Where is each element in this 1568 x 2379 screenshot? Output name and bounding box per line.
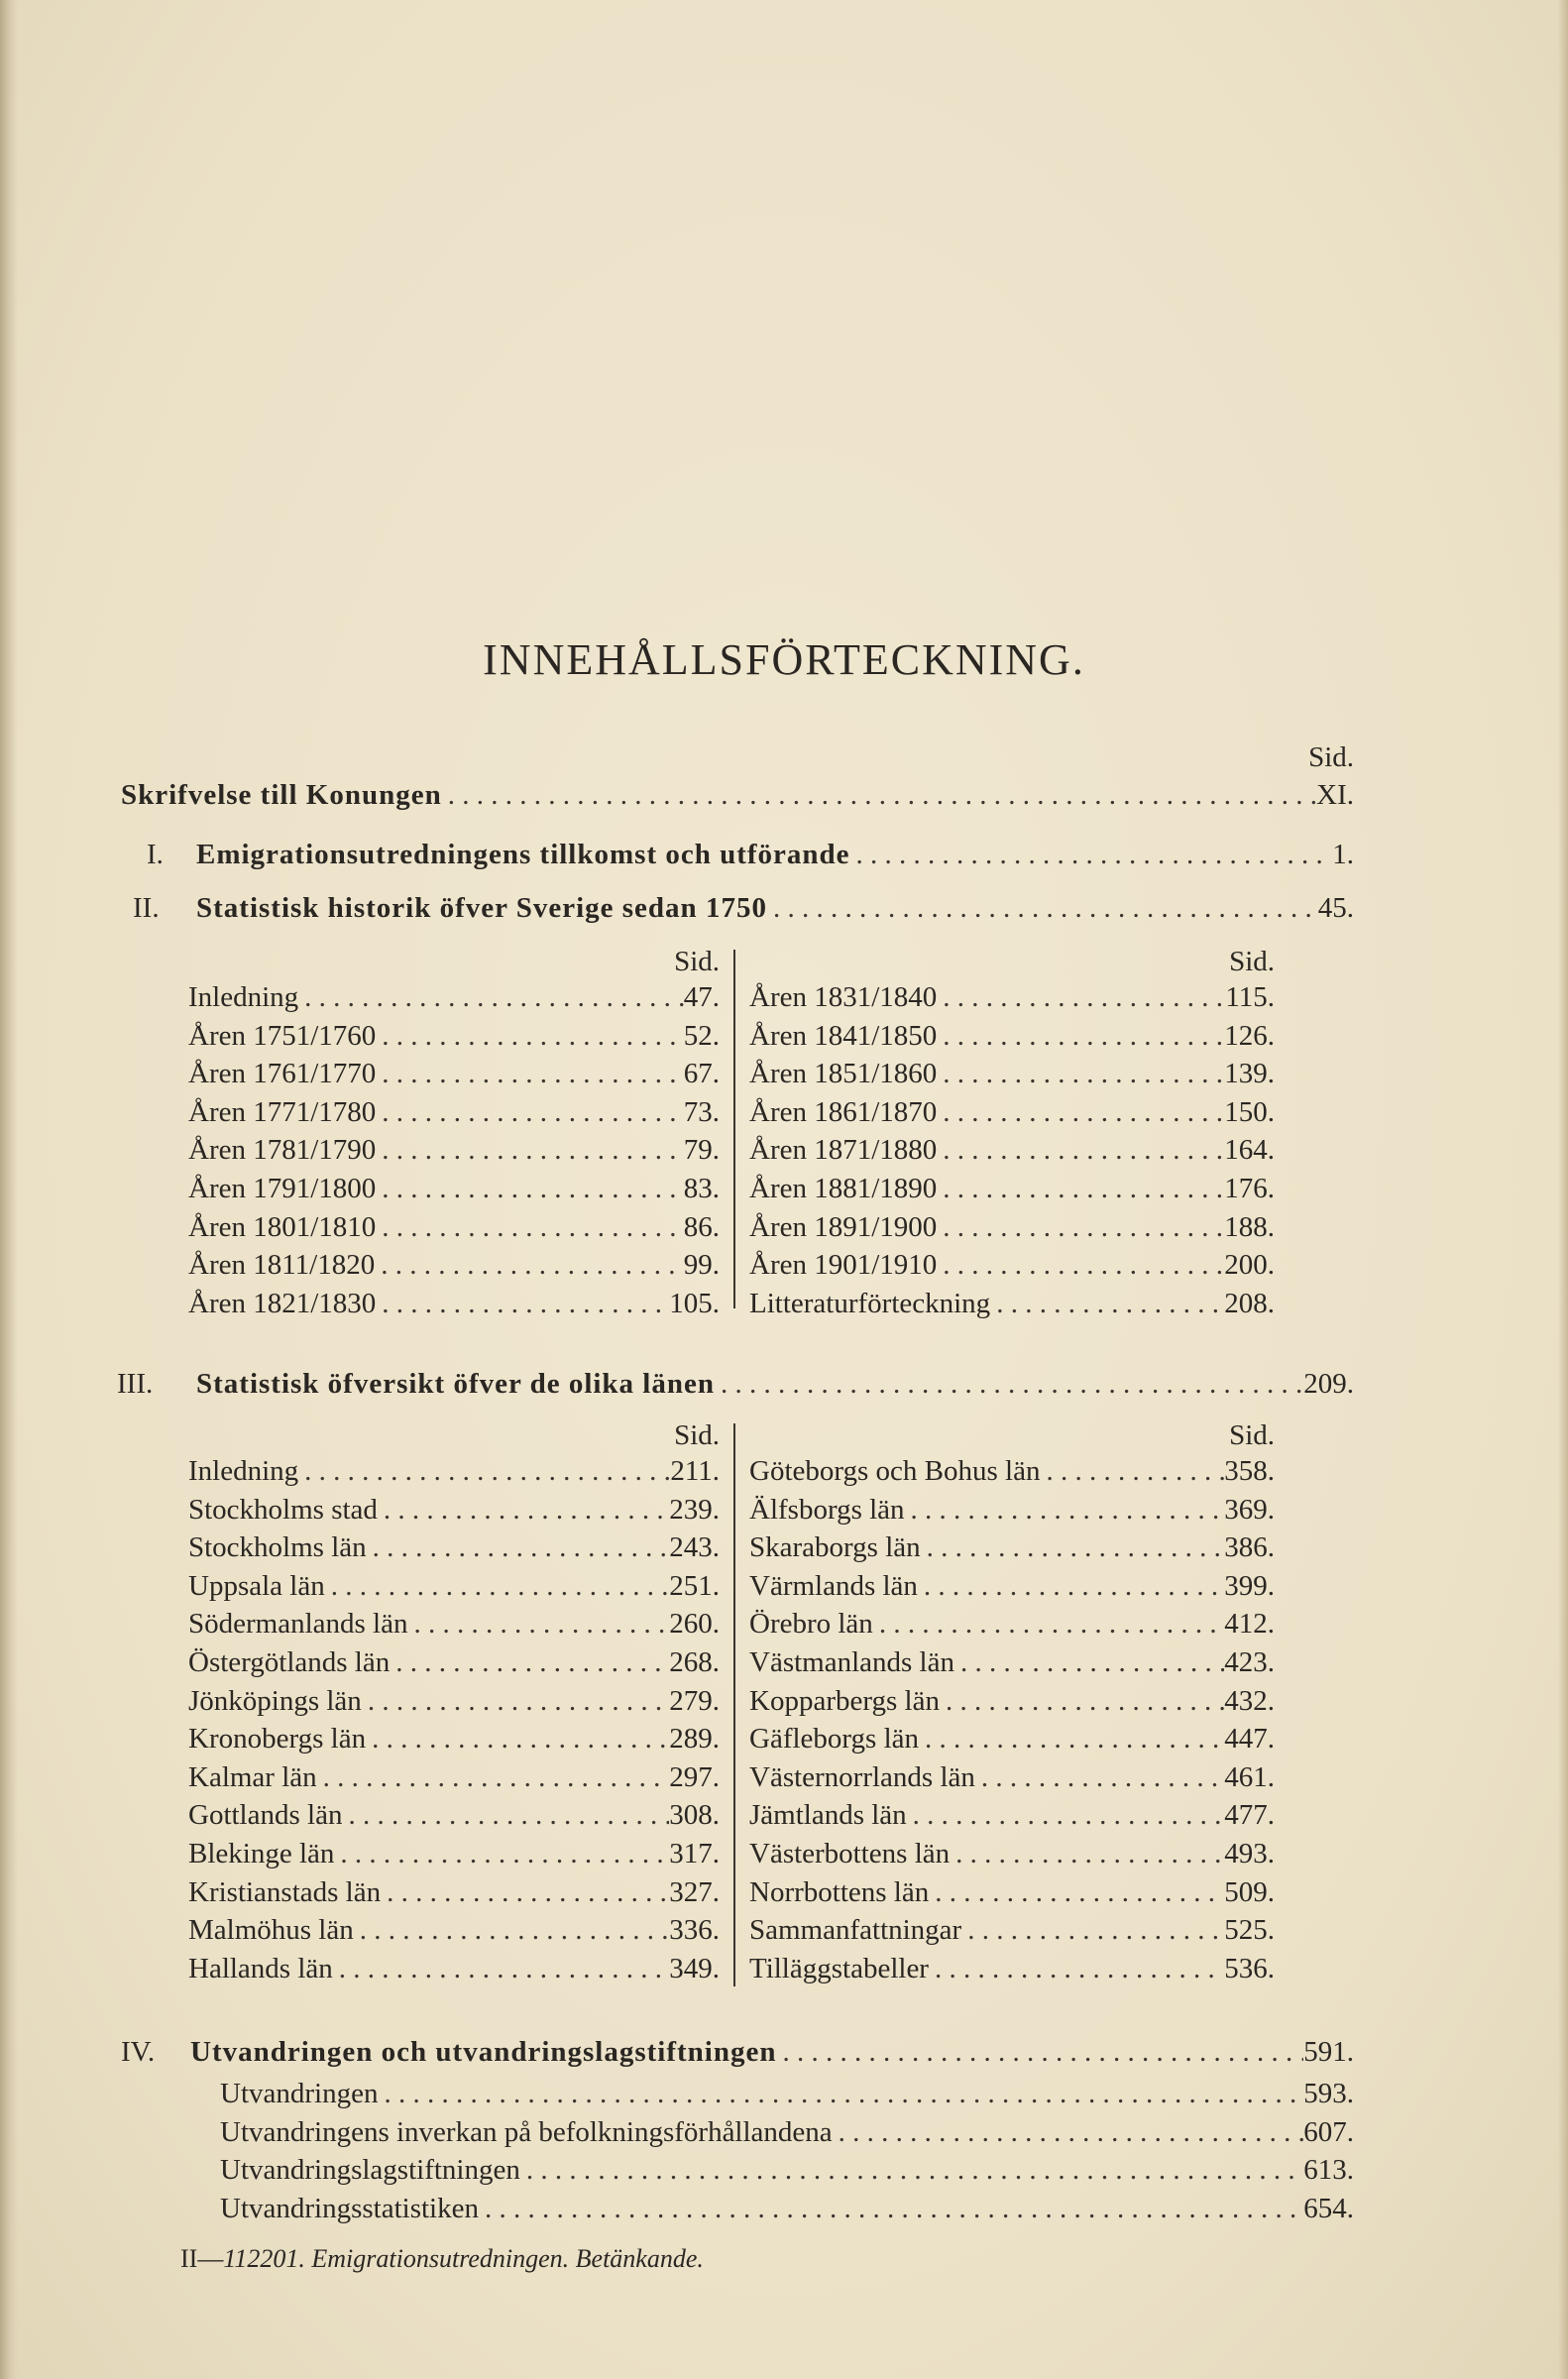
toc-entry-label: Åren 1841/1850 bbox=[749, 1019, 938, 1052]
leader-dots bbox=[317, 1761, 670, 1794]
footer-text: 112201. Emigrationsutredningen. Betänkande. bbox=[223, 2244, 704, 2273]
leader-dots bbox=[937, 981, 1225, 1014]
toc-entry-label: Statistisk öfversikt öfver de olika länen bbox=[196, 1368, 715, 1400]
toc-sub-entry[interactable] bbox=[188, 1134, 720, 1167]
toc-entry-page: 73. bbox=[683, 1095, 720, 1128]
toc-entry-label: Utvandringen bbox=[220, 2078, 379, 2109]
toc-entry-page: 654. bbox=[1303, 2192, 1354, 2224]
sid-header-s3-left: Sid. bbox=[674, 1419, 720, 1451]
toc-entry-page: 208. bbox=[1224, 1287, 1275, 1319]
leader-dots bbox=[918, 1570, 1224, 1603]
toc-entry-label: Gäfleborgs län bbox=[749, 1723, 919, 1756]
sid-header-s2-right: Sid. bbox=[1229, 946, 1275, 977]
leader-dots bbox=[367, 1531, 670, 1564]
toc-sub-entry[interactable] bbox=[188, 1249, 720, 1282]
toc-entry-page: 593. bbox=[1303, 2078, 1354, 2109]
toc-sub-entry[interactable] bbox=[749, 1531, 1275, 1564]
toc-entry-label: Hallands län bbox=[188, 1952, 333, 1984]
toc-entry-label: Tilläggstabeller bbox=[749, 1952, 929, 1984]
toc-entry-label: Åren 1781/1790 bbox=[188, 1134, 377, 1167]
toc-entry-label: Åren 1891/1900 bbox=[749, 1210, 938, 1243]
roman-numeral-ii: II. bbox=[133, 892, 160, 924]
toc-entry-label: Åren 1761/1770 bbox=[188, 1058, 377, 1090]
leader-dots bbox=[520, 2154, 1303, 2187]
toc-sub-entry[interactable] bbox=[749, 1249, 1275, 1282]
toc-sub-entry[interactable] bbox=[749, 1020, 1275, 1053]
toc-sub-entry[interactable] bbox=[749, 1838, 1275, 1870]
toc-sub-entry[interactable] bbox=[188, 1020, 720, 1053]
page-edge-left bbox=[0, 0, 18, 2379]
leader-dots bbox=[375, 1249, 684, 1282]
toc-entry-page: 150. bbox=[1224, 1095, 1275, 1128]
toc-sub-entry[interactable] bbox=[749, 981, 1275, 1014]
leader-dots bbox=[376, 1288, 669, 1320]
toc-entry-page: 591. bbox=[1303, 2036, 1354, 2068]
toc-entry-label: Uppsala län bbox=[188, 1569, 325, 1602]
toc-entry-page: 83. bbox=[683, 1173, 720, 1204]
leader-dots bbox=[975, 1761, 1224, 1794]
leader-dots bbox=[937, 1096, 1224, 1129]
toc-entry-label: Kristianstads län bbox=[188, 1875, 382, 1908]
toc-entry-label: Västerbottens län bbox=[749, 1838, 951, 1869]
toc-entry-label: Jämtlands län bbox=[749, 1799, 907, 1832]
toc-sub-entry[interactable] bbox=[749, 1876, 1275, 1909]
leader-dots bbox=[940, 1685, 1224, 1718]
leader-dots bbox=[937, 1134, 1224, 1167]
toc-entry-page: 327. bbox=[669, 1875, 720, 1908]
toc-sub-entry[interactable] bbox=[749, 1761, 1275, 1794]
toc-entry-page: 260. bbox=[669, 1608, 720, 1641]
toc-entry-label: Utvandringslagstiftningen bbox=[220, 2154, 520, 2186]
toc-entry-page: XI. bbox=[1316, 779, 1354, 811]
toc-entry-page: 126. bbox=[1224, 1019, 1275, 1052]
leader-dots bbox=[954, 1646, 1224, 1679]
leader-dots bbox=[378, 1494, 669, 1527]
toc-sub-entry[interactable] bbox=[188, 1646, 720, 1679]
toc-entry-page: 1. bbox=[1332, 839, 1354, 870]
toc-entry-page: 317. bbox=[669, 1838, 720, 1869]
leader-dots bbox=[905, 1494, 1225, 1527]
leader-dots bbox=[298, 1455, 670, 1488]
toc-entry-label: Stockholms stad bbox=[188, 1493, 378, 1526]
toc-entry-label: Åren 1801/1810 bbox=[188, 1210, 377, 1243]
toc-entry-label: Malmöhus län bbox=[188, 1914, 354, 1947]
toc-sub-entry[interactable] bbox=[749, 1288, 1275, 1320]
toc-sub-entry[interactable] bbox=[188, 1799, 720, 1832]
toc-entry-page: 525. bbox=[1224, 1914, 1275, 1947]
toc-entry-page: 67. bbox=[683, 1058, 720, 1090]
toc-entry-page: 99. bbox=[683, 1249, 720, 1282]
leader-dots bbox=[907, 1799, 1225, 1832]
toc-sub-entry[interactable] bbox=[749, 1914, 1275, 1947]
sid-header-s2-left: Sid. bbox=[674, 946, 720, 977]
toc-entry-page: 536. bbox=[1224, 1952, 1275, 1984]
toc-sub-entry[interactable] bbox=[188, 1288, 720, 1320]
toc-entry-label: Göteborgs och Bohus län bbox=[749, 1455, 1041, 1487]
toc-sub-entry[interactable] bbox=[220, 2116, 1354, 2149]
column-divider-s2 bbox=[733, 950, 735, 1308]
toc-entry-chapter-ii[interactable] bbox=[196, 892, 1354, 925]
toc-sub-entry[interactable] bbox=[188, 1455, 720, 1488]
leader-dots bbox=[366, 1723, 669, 1756]
toc-entry-page: 211. bbox=[670, 1455, 720, 1487]
leader-dots bbox=[479, 2193, 1303, 2225]
toc-sub-entry[interactable] bbox=[749, 1723, 1275, 1756]
toc-sub-entry[interactable] bbox=[220, 2154, 1354, 2187]
toc-entry-label: Åren 1881/1890 bbox=[749, 1173, 938, 1204]
toc-sub-entry[interactable] bbox=[188, 1531, 720, 1564]
toc-entry-label: Statistisk historik öfver Sverige sedan 1750 bbox=[196, 892, 767, 924]
toc-entry-label: Östergötlands län bbox=[188, 1646, 391, 1678]
leader-dots bbox=[1040, 1455, 1224, 1488]
toc-entry-label: Örebro län bbox=[749, 1608, 873, 1641]
toc-entry-page: 45. bbox=[1317, 892, 1354, 924]
leader-dots bbox=[376, 1211, 683, 1244]
leader-dots bbox=[325, 1570, 670, 1603]
toc-entry-page: 386. bbox=[1224, 1531, 1275, 1564]
toc-entry-page: 349. bbox=[669, 1952, 720, 1984]
toc-entry-label: Åren 1771/1780 bbox=[188, 1095, 377, 1128]
leader-dots bbox=[961, 1914, 1224, 1947]
toc-entry-label: Värmlands län bbox=[749, 1569, 918, 1602]
toc-entry-label: Södermanlands län bbox=[188, 1608, 408, 1641]
toc-sub-entry[interactable] bbox=[188, 1685, 720, 1718]
toc-sub-entry[interactable] bbox=[188, 1723, 720, 1756]
toc-sub-entry[interactable] bbox=[749, 1096, 1275, 1129]
toc-sub-entry[interactable] bbox=[749, 1646, 1275, 1679]
toc-entry-label: Åren 1861/1870 bbox=[749, 1095, 938, 1128]
toc-entry-page: 432. bbox=[1224, 1684, 1275, 1717]
leader-dots bbox=[767, 892, 1318, 925]
leader-dots bbox=[298, 981, 684, 1014]
toc-entry-label: Älfsborgs län bbox=[749, 1493, 905, 1526]
toc-sub-entry[interactable] bbox=[749, 1134, 1275, 1167]
toc-entry-page: 297. bbox=[669, 1760, 720, 1793]
leader-dots bbox=[873, 1608, 1224, 1641]
toc-sub-entry[interactable] bbox=[749, 1953, 1275, 1985]
toc-entry-page: 358. bbox=[1224, 1455, 1275, 1487]
toc-entry-chapter-iii[interactable] bbox=[196, 1368, 1354, 1401]
toc-entry-label: Utvandringsstatistiken bbox=[220, 2192, 479, 2224]
leader-dots bbox=[390, 1646, 669, 1679]
toc-entry-page: 139. bbox=[1224, 1058, 1275, 1090]
toc-sub-entry[interactable] bbox=[749, 1570, 1275, 1603]
column-divider-s3 bbox=[733, 1423, 735, 1986]
toc-sub-entry[interactable] bbox=[749, 1058, 1275, 1090]
toc-sub-entry[interactable] bbox=[749, 1494, 1275, 1527]
toc-entry-label: Skaraborgs län bbox=[749, 1531, 921, 1564]
toc-entry-page: 399. bbox=[1224, 1569, 1275, 1602]
leader-dots bbox=[937, 1173, 1224, 1205]
toc-sub-entry[interactable] bbox=[188, 1570, 720, 1603]
footer-prefix: II— bbox=[180, 2244, 224, 2273]
toc-entry-label: Åren 1751/1760 bbox=[188, 1019, 377, 1052]
toc-entry-label: Kalmar län bbox=[188, 1760, 317, 1793]
toc-entry-label: Inledning bbox=[188, 1455, 299, 1487]
toc-sub-entry[interactable] bbox=[188, 1096, 720, 1129]
leader-dots bbox=[777, 2036, 1304, 2069]
toc-sub-entry[interactable] bbox=[188, 1761, 720, 1794]
toc-entry-page: 461. bbox=[1224, 1760, 1275, 1793]
toc-sub-entry[interactable] bbox=[188, 1608, 720, 1641]
leader-dots bbox=[381, 1876, 669, 1909]
leader-dots bbox=[937, 1058, 1224, 1090]
leader-dots bbox=[333, 1953, 669, 1985]
toc-entry-chapter-i[interactable] bbox=[196, 839, 1354, 871]
toc-sub-entry[interactable] bbox=[188, 981, 720, 1014]
toc-entry-label: Åren 1871/1880 bbox=[749, 1134, 938, 1167]
leader-dots bbox=[407, 1608, 669, 1641]
leader-dots bbox=[919, 1723, 1224, 1756]
toc-entry-label: Åren 1821/1830 bbox=[188, 1287, 377, 1319]
toc-entry-page: 336. bbox=[669, 1914, 720, 1947]
toc-sub-entry[interactable] bbox=[749, 1685, 1275, 1718]
toc-entry-page: 289. bbox=[669, 1723, 720, 1756]
leader-dots bbox=[937, 1249, 1224, 1282]
leader-dots bbox=[442, 779, 1316, 812]
toc-sub-entry[interactable] bbox=[749, 1455, 1275, 1488]
toc-entry-label: Kopparbergs län bbox=[749, 1684, 940, 1717]
roman-numeral-iv: IV. bbox=[121, 2036, 156, 2068]
toc-entry-label: Åren 1831/1840 bbox=[749, 981, 938, 1013]
sid-header-main: Sid. bbox=[1308, 741, 1354, 773]
toc-entry-page: 79. bbox=[683, 1134, 720, 1167]
toc-entry-page: 209. bbox=[1303, 1368, 1354, 1400]
toc-sub-entry[interactable] bbox=[749, 1173, 1275, 1205]
toc-sub-entry[interactable] bbox=[749, 1211, 1275, 1244]
leader-dots bbox=[937, 1020, 1224, 1053]
leader-dots bbox=[342, 1799, 669, 1832]
toc-entry-page: 164. bbox=[1224, 1134, 1275, 1167]
toc-entry-page: 105. bbox=[669, 1287, 720, 1319]
toc-entry-page: 188. bbox=[1224, 1210, 1275, 1243]
leader-dots bbox=[990, 1288, 1224, 1320]
toc-entry-label: Norrbottens län bbox=[749, 1875, 930, 1908]
toc-sub-entry[interactable] bbox=[188, 1173, 720, 1205]
leader-dots bbox=[376, 1134, 683, 1167]
toc-sub-entry[interactable] bbox=[188, 1058, 720, 1090]
toc-entry-label: Emigrationsutredningens tillkomst och utförande bbox=[196, 839, 850, 870]
leader-dots bbox=[950, 1838, 1224, 1870]
toc-entry-page: 251. bbox=[669, 1569, 720, 1602]
page-edge-right bbox=[1558, 0, 1568, 2379]
printer-footer bbox=[180, 2244, 704, 2274]
toc-entry-label: Utvandringens inverkan på befolkningsförhållandena bbox=[220, 2115, 833, 2148]
toc-entry-page: 509. bbox=[1224, 1875, 1275, 1908]
toc-sub-entry[interactable] bbox=[220, 2078, 1354, 2110]
toc-sub-entry[interactable] bbox=[188, 1838, 720, 1870]
toc-sub-entry[interactable] bbox=[749, 1608, 1275, 1641]
toc-entry-page: 200. bbox=[1224, 1249, 1275, 1282]
leader-dots bbox=[921, 1531, 1225, 1564]
leader-dots bbox=[715, 1368, 1303, 1401]
toc-entry-page: 412. bbox=[1224, 1608, 1275, 1641]
toc-entry-chapter-iv[interactable] bbox=[190, 2036, 1354, 2069]
toc-entry-skrifvelse[interactable] bbox=[121, 779, 1354, 812]
leader-dots bbox=[833, 2116, 1304, 2149]
toc-entry-label: Åren 1811/1820 bbox=[188, 1249, 376, 1282]
toc-sub-entry[interactable] bbox=[188, 1494, 720, 1527]
toc-sub-entry[interactable] bbox=[188, 1953, 720, 1985]
toc-entry-page: 369. bbox=[1224, 1493, 1275, 1526]
toc-entry-page: 52. bbox=[683, 1019, 720, 1052]
toc-entry-label: Åren 1851/1860 bbox=[749, 1058, 938, 1090]
toc-entry-label: Skrifvelse till Konungen bbox=[121, 779, 442, 811]
leader-dots bbox=[929, 1876, 1224, 1909]
toc-entry-page: 493. bbox=[1224, 1838, 1275, 1869]
toc-entry-label: Blekinge län bbox=[188, 1838, 335, 1869]
toc-entry-label: Gottlands län bbox=[188, 1799, 343, 1832]
sid-header-s3-right: Sid. bbox=[1229, 1419, 1275, 1451]
toc-entry-label: Åren 1901/1910 bbox=[749, 1249, 938, 1282]
leader-dots bbox=[850, 839, 1333, 871]
leader-dots bbox=[334, 1838, 669, 1870]
toc-sub-entry[interactable] bbox=[188, 1211, 720, 1244]
leader-dots bbox=[376, 1020, 683, 1053]
toc-entry-label: Åren 1791/1800 bbox=[188, 1173, 377, 1204]
toc-entry-page: 279. bbox=[669, 1684, 720, 1717]
leader-dots bbox=[937, 1211, 1224, 1244]
page-title: INNEHÅLLSFÖRTECKNING. bbox=[483, 635, 1085, 684]
toc-entry-label: Sammanfattningar bbox=[749, 1914, 962, 1947]
leader-dots bbox=[376, 1058, 683, 1090]
leader-dots bbox=[376, 1096, 683, 1129]
toc-entry-page: 447. bbox=[1224, 1723, 1275, 1756]
toc-entry-page: 176. bbox=[1224, 1173, 1275, 1204]
toc-entry-label: Litteraturförteckning bbox=[749, 1287, 991, 1319]
toc-entry-label: Utvandringen och utvandringslagstiftningen bbox=[190, 2036, 777, 2068]
leader-dots bbox=[378, 2078, 1303, 2110]
toc-entry-page: 268. bbox=[669, 1646, 720, 1678]
toc-entry-page: 613. bbox=[1303, 2154, 1354, 2186]
toc-entry-label: Jönköpings län bbox=[188, 1684, 362, 1717]
roman-numeral-i: I. bbox=[147, 839, 164, 870]
toc-sub-entry[interactable] bbox=[749, 1799, 1275, 1832]
toc-entry-page: 607. bbox=[1303, 2115, 1354, 2148]
toc-entry-page: 423. bbox=[1224, 1646, 1275, 1678]
leader-dots bbox=[354, 1914, 670, 1947]
toc-entry-page: 308. bbox=[669, 1799, 720, 1832]
toc-entry-label: Västernorrlands län bbox=[749, 1760, 975, 1793]
toc-entry-label: Västmanlands län bbox=[749, 1646, 954, 1678]
toc-entry-page: 243. bbox=[669, 1531, 720, 1564]
toc-entry-page: 47. bbox=[683, 981, 720, 1013]
toc-entry-label: Inledning bbox=[188, 981, 299, 1013]
leader-dots bbox=[362, 1685, 669, 1718]
toc-entry-page: 239. bbox=[669, 1493, 720, 1526]
toc-sub-entry[interactable] bbox=[220, 2193, 1354, 2225]
toc-entry-page: 86. bbox=[683, 1210, 720, 1243]
leader-dots bbox=[376, 1173, 683, 1205]
toc-entry-page: 477. bbox=[1224, 1799, 1275, 1832]
toc-entry-page: 115. bbox=[1225, 981, 1275, 1013]
toc-entry-label: Stockholms län bbox=[188, 1531, 367, 1564]
toc-sub-entry[interactable] bbox=[188, 1914, 720, 1947]
roman-numeral-iii: III. bbox=[117, 1368, 154, 1400]
toc-sub-entry[interactable] bbox=[188, 1876, 720, 1909]
leader-dots bbox=[929, 1953, 1224, 1985]
toc-entry-label: Kronobergs län bbox=[188, 1723, 367, 1756]
